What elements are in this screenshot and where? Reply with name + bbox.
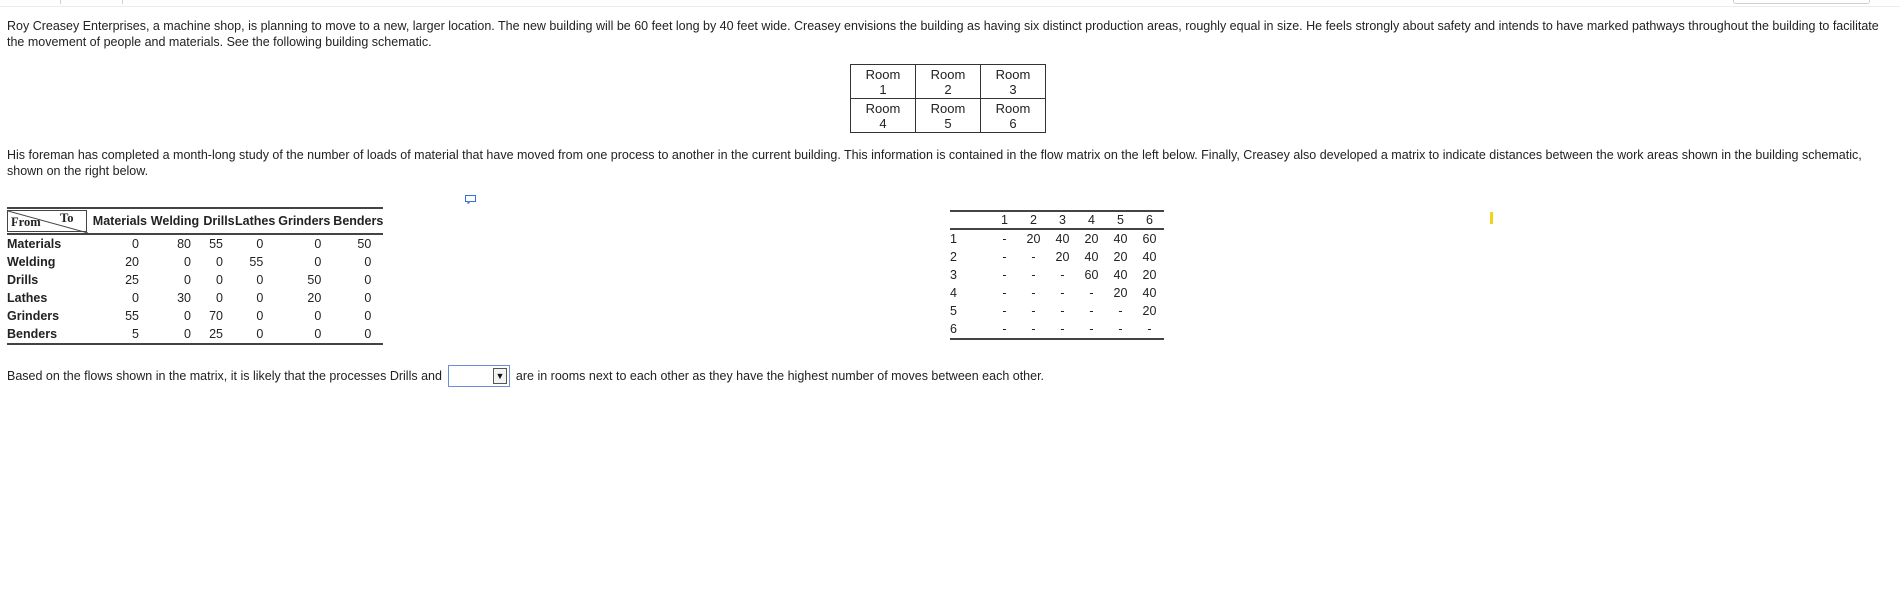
room-cell	[916, 65, 981, 99]
flow-cell: 0	[184, 273, 191, 287]
flow-cell: 70	[209, 309, 223, 323]
flow-cell: 0	[275, 325, 333, 344]
distance-row	[950, 266, 1164, 284]
distance-row-label: 6	[950, 320, 990, 339]
flow-row-label: Grinders	[7, 309, 60, 323]
flow-cell: 20	[125, 255, 139, 269]
distance-cell: 20	[1142, 268, 1157, 282]
flow-matrix	[7, 207, 383, 345]
dropdown-arrow-icon[interactable]: ▼	[493, 368, 507, 384]
top-bar-control[interactable]	[1733, 0, 1870, 4]
distance-cell: 40	[1055, 232, 1070, 246]
flow-row	[7, 271, 383, 289]
distance-cell: 40	[1113, 232, 1128, 246]
flow-cell: 0	[256, 273, 264, 287]
distance-cell: -	[1002, 286, 1007, 300]
flow-column-header: Welding	[147, 208, 203, 234]
room-label: Room	[930, 100, 966, 116]
distance-column-header: 6	[1135, 211, 1164, 229]
flow-cell: 0	[364, 309, 372, 323]
flow-cell: 0	[132, 291, 139, 305]
distance-cell: 20	[1113, 250, 1128, 264]
room-label: Room	[865, 100, 901, 116]
flow-cell: 80	[177, 237, 191, 251]
top-bar	[0, 0, 1900, 4]
flow-cell: 50	[357, 237, 372, 251]
distance-cell: -	[1089, 304, 1094, 318]
distance-cell: -	[1089, 286, 1094, 300]
flow-cell: 25	[203, 325, 235, 344]
study-paragraph: His foreman has completed a month-long study of the number of loads of material that have moved from one process to another in the current building. This information is contained in the flow matrix on the left below. Finally, Creasey also developed a matrix to indicate distances between the work areas shown in the building schematic, shown on the right below.	[7, 148, 1862, 178]
flow-cell: 30	[177, 291, 191, 305]
distance-cell: -	[1060, 286, 1065, 300]
intro-paragraph: Roy Creasey Enterprises, a machine shop, is planning to move to a new, larger location. The new building will be 60 feet long by 40 feet wide. Creasey envisions the building as having six distinct production areas, roughly equal in size. He feels strongly about safety and intends to have marked pathways throughout the building to facilitate the movement of people and materials. See the following building schematic.	[7, 19, 1879, 49]
room-cell	[851, 99, 916, 133]
flow-cell: 5	[91, 325, 147, 344]
room-cell	[851, 65, 916, 99]
distance-matrix	[950, 210, 1164, 340]
flow-row	[7, 289, 383, 307]
text-cursor-marker	[1490, 212, 1493, 224]
flow-cell: 0	[184, 255, 191, 269]
room-number: 6	[1009, 115, 1017, 131]
flow-cell: 0	[256, 237, 264, 251]
distance-cell: -	[1031, 250, 1036, 264]
flow-column-header: Materials	[91, 208, 147, 234]
flow-row	[7, 325, 383, 344]
flow-row-label: Drills	[7, 273, 39, 287]
flow-cell: 0	[216, 255, 223, 269]
top-divider	[0, 6, 1900, 7]
distance-cell: -	[1031, 286, 1036, 300]
distance-row	[950, 284, 1164, 302]
room-cell	[981, 99, 1046, 133]
flow-cell: 0	[314, 237, 322, 251]
flow-cell: 0	[364, 273, 372, 287]
flow-cell: 0	[132, 237, 139, 251]
room-cell	[916, 99, 981, 133]
question-sentence	[7, 364, 1044, 388]
distance-row-label: 2	[950, 250, 957, 264]
room-label: Room	[930, 66, 966, 82]
distance-column-header: 5	[1106, 211, 1135, 229]
room-label: Room	[995, 66, 1031, 82]
distance-cell: -	[1002, 268, 1007, 282]
flow-row	[7, 307, 383, 325]
distance-cell: -	[1135, 320, 1164, 339]
distance-row	[950, 229, 1164, 248]
distance-cell: -	[1060, 268, 1065, 282]
flow-cell: 0	[147, 325, 203, 344]
from-label: From	[11, 215, 41, 229]
distance-cell: 20	[1084, 232, 1099, 246]
distance-cell: 40	[1142, 286, 1157, 300]
distance-cell: 60	[1084, 268, 1099, 282]
distance-cell: -	[990, 320, 1019, 339]
flow-row	[7, 234, 383, 253]
distance-corner	[950, 211, 990, 229]
flow-column-header: Drills	[203, 208, 235, 234]
distance-cell: -	[1077, 320, 1106, 339]
distance-cell: 40	[1142, 250, 1157, 264]
distance-row	[950, 248, 1164, 266]
distance-cell: -	[1118, 304, 1123, 318]
flow-row-label: Welding	[7, 255, 56, 269]
room-number: 4	[879, 115, 887, 131]
flow-cell: 0	[235, 325, 275, 344]
flow-column-header: Grinders	[275, 208, 333, 234]
flow-column-header: Lathes	[235, 208, 275, 234]
schematic-row	[851, 65, 1046, 99]
flow-cell: 0	[314, 255, 322, 269]
distance-cell: 20	[1113, 286, 1128, 300]
distance-cell: -	[1002, 232, 1007, 246]
flow-cell: 0	[256, 309, 264, 323]
distance-cell: -	[1060, 304, 1065, 318]
distance-cell: 20	[1055, 250, 1070, 264]
distance-cell: 20	[1026, 232, 1041, 246]
flow-row-label: Materials	[7, 237, 62, 251]
building-schematic	[850, 64, 1046, 133]
distance-row	[950, 302, 1164, 320]
flow-cell: 0	[216, 291, 223, 305]
flow-row-label: Lathes	[7, 291, 48, 305]
room-cell	[981, 65, 1046, 99]
to-label: To	[60, 211, 74, 225]
process-dropdown[interactable]	[448, 365, 510, 387]
from-to-header	[7, 208, 91, 234]
flow-row-label: Benders	[7, 325, 91, 344]
flow-cell: 25	[125, 273, 139, 287]
flow-cell: 50	[307, 273, 322, 287]
flow-cell: 0	[216, 273, 223, 287]
question-text-before: Based on the flows shown in the matrix, it is likely that the processes Drills and	[7, 369, 442, 383]
note-icon[interactable]	[465, 195, 476, 204]
flow-cell: 0	[314, 309, 322, 323]
distance-cell: 60	[1142, 232, 1157, 246]
distance-cell: -	[1002, 304, 1007, 318]
flow-cell: 0	[364, 291, 372, 305]
distance-row-label: 3	[950, 268, 957, 282]
flow-cell: 0	[364, 255, 372, 269]
room-label: Room	[995, 100, 1031, 116]
distance-cell: 40	[1113, 268, 1128, 282]
distance-cell: -	[1031, 268, 1036, 282]
distance-column-header: 2	[1019, 211, 1048, 229]
distance-column-header: 3	[1048, 211, 1077, 229]
flow-cell: 20	[307, 291, 322, 305]
flow-cell: 0	[333, 325, 383, 344]
room-number: 1	[879, 81, 887, 97]
flow-cell: 0	[256, 291, 264, 305]
top-bar-divider	[60, 0, 61, 4]
distance-row-label: 1	[950, 232, 957, 246]
room-number: 3	[1009, 81, 1017, 97]
distance-column-header: 1	[990, 211, 1019, 229]
flow-cell: 0	[184, 309, 191, 323]
question-text-after: are in rooms next to each other as they have the highest number of moves between each other.	[515, 369, 1045, 383]
distance-row-label: 5	[950, 304, 957, 318]
distance-cell: -	[1002, 250, 1007, 264]
distance-cell: -	[1106, 320, 1135, 339]
distance-row	[950, 320, 1164, 339]
flow-cell: 55	[249, 255, 264, 269]
distance-column-header: 4	[1077, 211, 1106, 229]
room-label: Room	[865, 66, 901, 82]
room-number: 2	[944, 81, 952, 97]
distance-cell: -	[1019, 320, 1048, 339]
distance-cell: -	[1048, 320, 1077, 339]
distance-cell: 40	[1084, 250, 1099, 264]
schematic-row	[851, 99, 1046, 133]
distance-cell: -	[1031, 304, 1036, 318]
flow-column-header: Benders	[333, 208, 383, 234]
distance-cell: 20	[1142, 304, 1157, 318]
top-bar-divider	[122, 0, 123, 4]
flow-cell: 55	[209, 237, 223, 251]
flow-row	[7, 253, 383, 271]
flow-cell: 55	[125, 309, 139, 323]
distance-row-label: 4	[950, 286, 957, 300]
room-number: 5	[944, 115, 952, 131]
